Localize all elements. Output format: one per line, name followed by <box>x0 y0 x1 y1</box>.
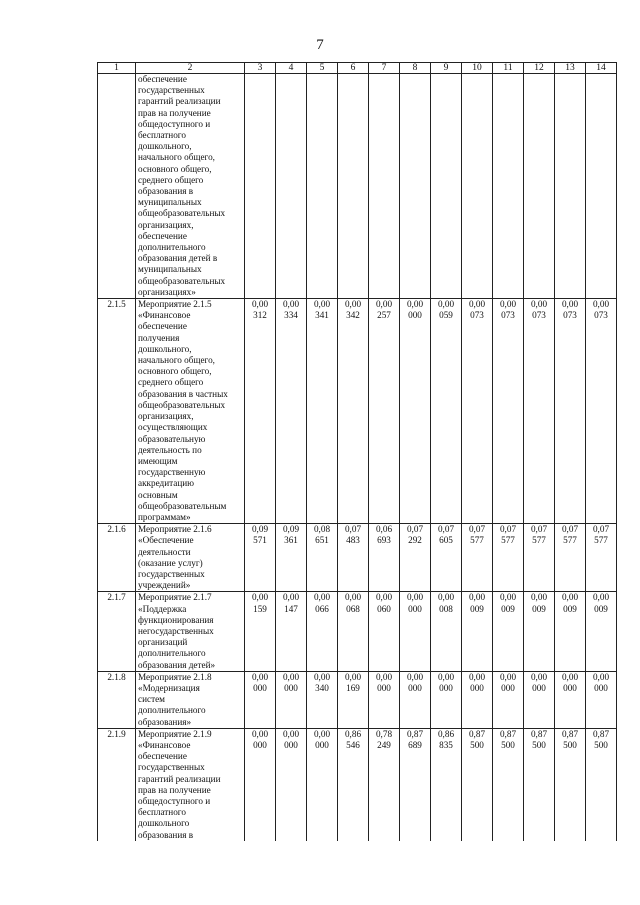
description-line: муниципальных <box>138 264 202 275</box>
value-integer-part: 0,07 <box>499 524 517 535</box>
description-line: образовательную <box>138 433 206 444</box>
value-cell <box>307 524 338 592</box>
description-line: общедоступного и <box>138 118 211 129</box>
row-description <box>136 592 245 671</box>
description-line: общеобразовательным <box>138 500 227 511</box>
value-fraction-part: 546 <box>346 739 360 750</box>
value-fraction-part: 341 <box>315 310 329 321</box>
value-integer-part: 0,00 <box>344 671 362 682</box>
value-integer-part: 0,00 <box>530 671 548 682</box>
description-line: Мероприятие 2.1.8 <box>138 671 212 682</box>
value-integer-part: 0,00 <box>406 671 424 682</box>
row-description <box>136 671 245 728</box>
value-cell <box>338 74 369 299</box>
value-cell <box>586 592 617 671</box>
description-line: дошкольного, <box>138 141 192 152</box>
value-cell <box>245 592 276 671</box>
value-integer-part: 0,87 <box>468 728 486 739</box>
description-line: государственных <box>138 85 205 96</box>
value-cell <box>493 524 524 592</box>
description-line: обеспечение <box>138 321 187 332</box>
value-cell <box>307 671 338 728</box>
value-fraction-part: 000 <box>284 682 298 693</box>
value-cell <box>338 671 369 728</box>
value-cell <box>369 728 400 841</box>
value-cell <box>462 74 493 299</box>
value-fraction-part: 009 <box>532 603 546 614</box>
value-cell <box>586 524 617 592</box>
value-integer-part: 0,07 <box>406 524 424 535</box>
value-integer-part: 0,07 <box>592 524 610 535</box>
value-integer-part: 0,00 <box>406 299 424 310</box>
value-cell <box>431 74 462 299</box>
description-line: основного общего, <box>138 366 212 377</box>
value-fraction-part: 009 <box>470 603 484 614</box>
value-fraction-part: 169 <box>346 682 360 693</box>
value-fraction-part: 577 <box>501 535 515 546</box>
description-line: дополнительного <box>138 242 206 253</box>
table-row <box>98 74 617 299</box>
value-fraction-part: 059 <box>439 310 453 321</box>
column-header: 9 <box>431 63 462 74</box>
row-code: 2.1.6 <box>98 524 136 592</box>
row-description <box>136 74 245 299</box>
value-fraction-part: 000 <box>253 682 267 693</box>
description-line: дошкольного, <box>138 343 192 354</box>
value-fraction-part: 292 <box>408 535 422 546</box>
column-header: 11 <box>493 63 524 74</box>
value-fraction-part: 000 <box>284 739 298 750</box>
value-integer-part: 0,00 <box>282 299 300 310</box>
value-cell <box>245 74 276 299</box>
value-cell <box>431 299 462 524</box>
description-line: образования в частных <box>138 388 228 399</box>
value-cell <box>462 524 493 592</box>
value-fraction-part: 000 <box>377 682 391 693</box>
value-fraction-part: 483 <box>346 535 360 546</box>
page-number: 7 <box>316 37 324 53</box>
value-cell <box>431 524 462 592</box>
value-cell <box>307 299 338 524</box>
value-fraction-part: 577 <box>594 535 608 546</box>
value-integer-part: 0,00 <box>561 592 579 603</box>
description-line: бесплатного <box>138 807 186 818</box>
value-integer-part: 0,00 <box>561 299 579 310</box>
value-fraction-part: 361 <box>284 535 298 546</box>
value-fraction-part: 835 <box>439 739 453 750</box>
value-cell <box>400 524 431 592</box>
value-cell <box>524 671 555 728</box>
description-line: деятельности <box>138 546 191 557</box>
value-integer-part: 0,00 <box>406 592 424 603</box>
description-line: деятельность по <box>138 444 202 455</box>
description-line: прав на получение <box>138 784 211 795</box>
value-fraction-part: 159 <box>253 603 267 614</box>
description-line: образования детей в <box>138 253 218 264</box>
value-cell <box>307 728 338 841</box>
description-line: основным <box>138 489 178 500</box>
value-integer-part: 0,00 <box>282 671 300 682</box>
value-integer-part: 0,00 <box>282 592 300 603</box>
value-integer-part: 0,00 <box>344 592 362 603</box>
value-integer-part: 0,08 <box>313 524 331 535</box>
value-integer-part: 0,00 <box>468 299 486 310</box>
data-table <box>97 62 617 841</box>
description-line: Мероприятие 2.1.7 <box>138 592 212 603</box>
description-line: государственных <box>138 568 205 579</box>
description-line: бесплатного <box>138 130 186 141</box>
value-integer-part: 0,00 <box>375 299 393 310</box>
value-fraction-part: 009 <box>594 603 608 614</box>
row-code: 2.1.5 <box>98 299 136 524</box>
row-code: 2.1.9 <box>98 728 136 841</box>
value-integer-part: 0,00 <box>592 671 610 682</box>
value-fraction-part: 000 <box>315 739 329 750</box>
value-cell <box>431 728 462 841</box>
value-cell <box>555 592 586 671</box>
description-line: начального общего, <box>138 152 215 163</box>
value-cell <box>431 592 462 671</box>
value-fraction-part: 000 <box>532 682 546 693</box>
value-integer-part: 0,07 <box>437 524 455 535</box>
value-cell <box>555 74 586 299</box>
value-fraction-part: 577 <box>563 535 577 546</box>
value-integer-part: 0,00 <box>468 592 486 603</box>
description-line: среднего общего <box>138 377 204 388</box>
row-description <box>136 299 245 524</box>
column-header: 13 <box>555 63 586 74</box>
description-line: дошкольного <box>138 818 190 829</box>
value-fraction-part: 500 <box>594 739 608 750</box>
value-integer-part: 0,00 <box>499 299 517 310</box>
description-line: (оказание услуг) <box>138 557 203 568</box>
description-line: аккредитацию <box>138 478 195 489</box>
description-line: прав на получение <box>138 107 211 118</box>
column-header: 10 <box>462 63 493 74</box>
value-fraction-part: 060 <box>377 603 391 614</box>
description-line: «Финансовое <box>138 739 191 750</box>
value-fraction-part: 008 <box>439 603 453 614</box>
value-cell <box>524 74 555 299</box>
table-row <box>98 299 617 524</box>
value-fraction-part: 009 <box>501 603 515 614</box>
value-integer-part: 0,00 <box>251 728 269 739</box>
description-line: общеобразовательных <box>138 399 226 410</box>
value-cell <box>586 74 617 299</box>
value-fraction-part: 340 <box>315 682 329 693</box>
description-line: осуществляющих <box>138 422 208 433</box>
value-cell <box>245 299 276 524</box>
value-fraction-part: 000 <box>408 310 422 321</box>
description-line: государственную <box>138 467 206 478</box>
value-integer-part: 0,00 <box>499 671 517 682</box>
value-cell <box>524 524 555 592</box>
value-cell <box>276 299 307 524</box>
value-integer-part: 0,00 <box>561 671 579 682</box>
value-integer-part: 0,00 <box>530 299 548 310</box>
value-integer-part: 0,86 <box>344 728 362 739</box>
row-description <box>136 728 245 841</box>
value-integer-part: 0,07 <box>530 524 548 535</box>
value-cell <box>555 671 586 728</box>
value-cell <box>338 592 369 671</box>
value-cell <box>462 728 493 841</box>
value-cell <box>245 671 276 728</box>
value-cell <box>524 299 555 524</box>
value-fraction-part: 500 <box>470 739 484 750</box>
table-row <box>98 524 617 592</box>
description-line: учреждений» <box>138 580 191 591</box>
description-line: муниципальных <box>138 197 202 208</box>
column-header: 5 <box>307 63 338 74</box>
description-line: организаций <box>138 637 188 648</box>
value-cell <box>338 299 369 524</box>
value-integer-part: 0,00 <box>592 299 610 310</box>
value-integer-part: 0,00 <box>468 671 486 682</box>
value-cell <box>431 671 462 728</box>
description-line: общеобразовательных <box>138 275 226 286</box>
value-cell <box>307 592 338 671</box>
value-fraction-part: 073 <box>563 310 577 321</box>
value-cell <box>586 299 617 524</box>
value-fraction-part: 689 <box>408 739 422 750</box>
description-line: организациях, <box>138 219 194 230</box>
value-fraction-part: 500 <box>563 739 577 750</box>
value-fraction-part: 000 <box>470 682 484 693</box>
value-integer-part: 0,87 <box>561 728 579 739</box>
value-fraction-part: 000 <box>408 682 422 693</box>
value-integer-part: 0,07 <box>561 524 579 535</box>
column-header: 7 <box>369 63 400 74</box>
description-line: систем <box>138 694 165 705</box>
value-cell <box>524 592 555 671</box>
description-line: среднего общего <box>138 174 204 185</box>
description-line: образования в <box>138 829 194 840</box>
value-fraction-part: 000 <box>563 682 577 693</box>
value-fraction-part: 000 <box>253 739 267 750</box>
value-integer-part: 0,87 <box>530 728 548 739</box>
description-line: дополнительного <box>138 648 206 659</box>
value-integer-part: 0,06 <box>375 524 393 535</box>
value-cell <box>276 671 307 728</box>
value-fraction-part: 000 <box>501 682 515 693</box>
value-cell <box>276 524 307 592</box>
value-integer-part: 0,07 <box>344 524 362 535</box>
value-cell <box>338 524 369 592</box>
column-header: 6 <box>338 63 369 74</box>
row-code <box>98 74 136 299</box>
value-integer-part: 0,07 <box>468 524 486 535</box>
value-integer-part: 0,00 <box>313 671 331 682</box>
description-line: «Обеспечение <box>138 535 194 546</box>
description-line: организациях, <box>138 411 194 422</box>
value-cell <box>369 74 400 299</box>
description-line: «Поддержка <box>138 603 187 614</box>
value-fraction-part: 342 <box>346 310 360 321</box>
value-fraction-part: 249 <box>377 739 391 750</box>
value-cell <box>276 592 307 671</box>
value-integer-part: 0,09 <box>282 524 300 535</box>
value-fraction-part: 500 <box>501 739 515 750</box>
value-fraction-part: 651 <box>315 535 329 546</box>
value-integer-part: 0,00 <box>375 592 393 603</box>
value-fraction-part: 257 <box>377 310 391 321</box>
value-fraction-part: 073 <box>501 310 515 321</box>
value-cell <box>462 592 493 671</box>
value-integer-part: 0,00 <box>437 299 455 310</box>
value-cell <box>493 74 524 299</box>
value-integer-part: 0,00 <box>530 592 548 603</box>
description-line: обеспечение <box>138 751 187 762</box>
description-line: программам» <box>138 511 191 522</box>
value-fraction-part: 334 <box>284 310 298 321</box>
value-integer-part: 0,87 <box>499 728 517 739</box>
value-cell <box>493 728 524 841</box>
value-cell <box>586 671 617 728</box>
value-cell <box>369 524 400 592</box>
value-fraction-part: 068 <box>346 603 360 614</box>
value-integer-part: 0,00 <box>437 671 455 682</box>
value-integer-part: 0,00 <box>499 592 517 603</box>
description-line: негосударственных <box>138 625 214 636</box>
value-integer-part: 0,00 <box>251 671 269 682</box>
value-fraction-part: 009 <box>563 603 577 614</box>
value-integer-part: 0,00 <box>375 671 393 682</box>
description-line: образования детей» <box>138 659 216 670</box>
value-cell <box>400 592 431 671</box>
value-integer-part: 0,00 <box>313 728 331 739</box>
value-cell <box>462 671 493 728</box>
column-header: 1 <box>98 63 136 74</box>
value-cell <box>586 728 617 841</box>
column-header: 8 <box>400 63 431 74</box>
value-cell <box>400 299 431 524</box>
value-cell <box>369 592 400 671</box>
value-cell <box>462 299 493 524</box>
value-cell <box>400 671 431 728</box>
value-fraction-part: 500 <box>532 739 546 750</box>
row-description <box>136 524 245 592</box>
description-line: гарантий реализации <box>138 96 221 107</box>
description-line: основного общего, <box>138 163 212 174</box>
value-cell <box>400 728 431 841</box>
value-integer-part: 0,00 <box>313 592 331 603</box>
value-fraction-part: 571 <box>253 535 267 546</box>
value-fraction-part: 073 <box>532 310 546 321</box>
value-fraction-part: 000 <box>408 603 422 614</box>
value-fraction-part: 073 <box>470 310 484 321</box>
description-line: дополнительного <box>138 705 206 716</box>
value-cell <box>369 671 400 728</box>
value-fraction-part: 605 <box>439 535 453 546</box>
value-integer-part: 0,00 <box>592 592 610 603</box>
value-integer-part: 0,87 <box>406 728 424 739</box>
value-cell <box>338 728 369 841</box>
description-line: государственных <box>138 762 205 773</box>
value-cell <box>307 74 338 299</box>
column-header: 12 <box>524 63 555 74</box>
value-integer-part: 0,78 <box>375 728 393 739</box>
value-integer-part: 0,00 <box>437 592 455 603</box>
value-fraction-part: 577 <box>532 535 546 546</box>
description-line: имеющим <box>138 455 178 466</box>
description-line: начального общего, <box>138 355 215 366</box>
column-header: 2 <box>136 63 245 74</box>
value-cell <box>524 728 555 841</box>
description-line: функционирования <box>138 614 214 625</box>
table-row <box>98 671 617 728</box>
value-cell <box>493 592 524 671</box>
description-line: Мероприятие 2.1.9 <box>138 728 212 739</box>
description-line: общеобразовательных <box>138 208 226 219</box>
description-line: общедоступного и <box>138 796 211 806</box>
value-cell <box>245 524 276 592</box>
value-cell <box>245 728 276 841</box>
description-line: получения <box>138 332 180 343</box>
value-integer-part: 0,86 <box>437 728 455 739</box>
column-header: 3 <box>245 63 276 74</box>
description-line: образования в <box>138 186 194 197</box>
value-cell <box>555 299 586 524</box>
value-cell <box>369 299 400 524</box>
value-integer-part: 0,00 <box>251 299 269 310</box>
description-line: обеспечение <box>138 230 187 241</box>
row-code: 2.1.8 <box>98 671 136 728</box>
description-line: обеспечение <box>138 74 187 84</box>
value-cell <box>555 728 586 841</box>
value-fraction-part: 073 <box>594 310 608 321</box>
column-header: 14 <box>586 63 617 74</box>
value-integer-part: 0,00 <box>251 592 269 603</box>
description-line: организациях» <box>138 286 196 297</box>
table-row <box>98 728 617 841</box>
value-fraction-part: 066 <box>315 603 329 614</box>
value-fraction-part: 312 <box>253 310 267 321</box>
description-line: Мероприятие 2.1.6 <box>138 524 212 535</box>
description-line: гарантий реализации <box>138 773 221 784</box>
value-cell <box>493 671 524 728</box>
table-row <box>98 592 617 671</box>
value-fraction-part: 000 <box>439 682 453 693</box>
description-line: «Модернизация <box>138 682 200 693</box>
value-cell <box>400 74 431 299</box>
value-integer-part: 0,00 <box>313 299 331 310</box>
description-line: образования» <box>138 716 192 727</box>
value-integer-part: 0,87 <box>592 728 610 739</box>
value-fraction-part: 693 <box>377 535 391 546</box>
value-fraction-part: 577 <box>470 535 484 546</box>
value-fraction-part: 000 <box>594 682 608 693</box>
value-integer-part: 0,00 <box>344 299 362 310</box>
value-integer-part: 0,09 <box>251 524 269 535</box>
value-cell <box>276 728 307 841</box>
value-cell <box>276 74 307 299</box>
value-integer-part: 0,00 <box>282 728 300 739</box>
value-fraction-part: 147 <box>284 603 298 614</box>
description-line: Мероприятие 2.1.5 <box>138 299 212 310</box>
description-line: «Финансовое <box>138 310 191 321</box>
table-header-row <box>98 63 617 74</box>
column-header: 4 <box>276 63 307 74</box>
value-cell <box>493 299 524 524</box>
row-code: 2.1.7 <box>98 592 136 671</box>
value-cell <box>555 524 586 592</box>
